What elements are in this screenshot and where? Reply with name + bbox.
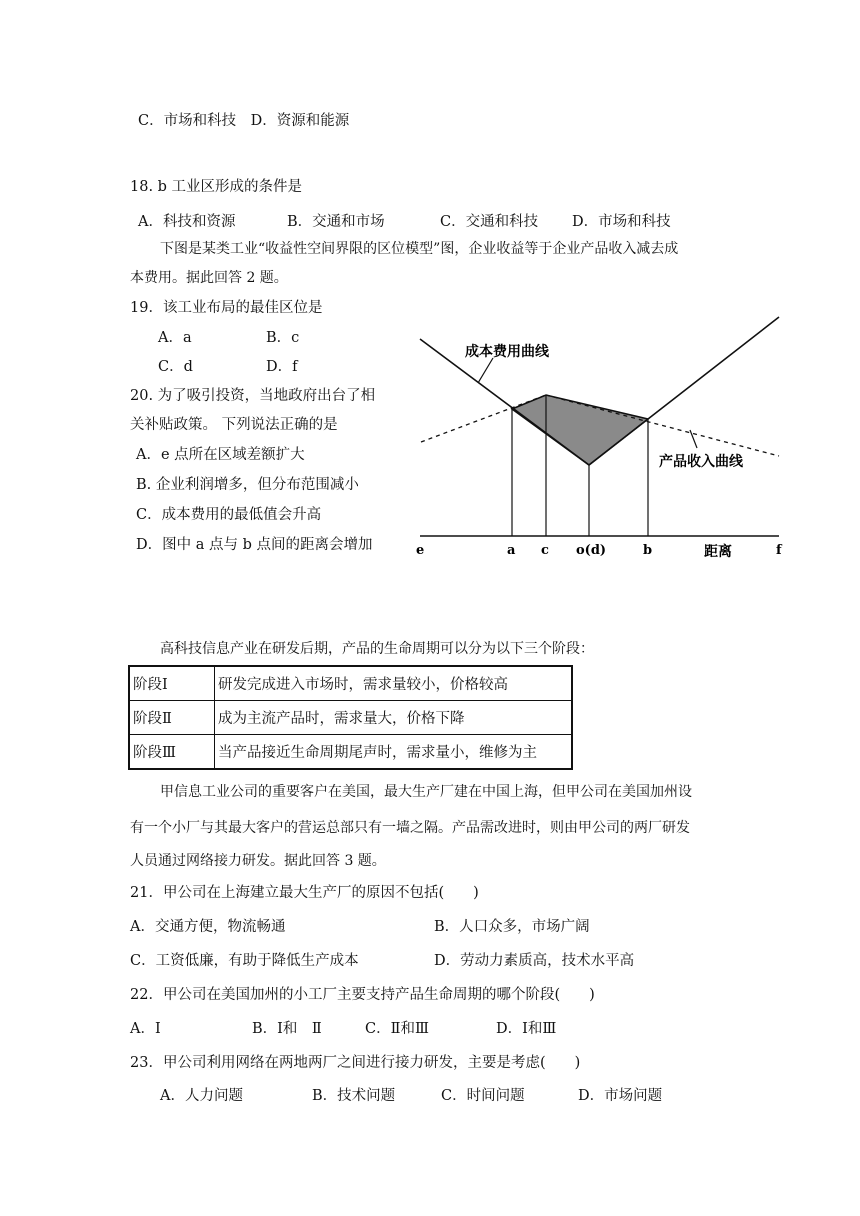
q18-option-a: A．科技和资源 (138, 214, 236, 230)
x-label-o-d: o(d) (576, 543, 607, 558)
cost-curve-leader (478, 358, 493, 383)
x-label-a: a (507, 543, 516, 558)
intro2: 高科技信息产业在研发后期，产品的生命周期可以分为以下三个阶段： (160, 641, 594, 657)
q20-option-a: A．e 点所在区域差额扩大 (136, 447, 305, 463)
q19-option-a: A．a (158, 330, 192, 346)
q21-option-d: D．劳动力素质高，技术水平高 (434, 953, 635, 969)
stage-cell: 阶段Ⅰ (129, 666, 215, 701)
q23-option-b: B．技术问题 (312, 1088, 396, 1104)
location-model-chart (0, 0, 860, 600)
x-label-b: b (643, 543, 653, 558)
profit-area (512, 395, 648, 465)
q20-stem-line2: 关补贴政策。 下列说法正确的是 (130, 417, 338, 433)
q21-stem: 21．甲公司在上海建立最大生产厂的原因不包括( ) (130, 885, 479, 901)
q20-option-b: B. 企业利润增多，但分布范围减小 (136, 477, 359, 493)
table-row (129, 735, 572, 770)
q20-option-c: C．成本费用的最低值会升高 (136, 507, 322, 523)
q19-option-b: B．c (266, 330, 300, 346)
q21-option-c: C．工资低廉，有助于降低生产成本 (130, 953, 359, 969)
stage-cell: 阶段Ⅱ (129, 701, 215, 735)
stage-desc-cell: 研发完成进入市场时，需求量较小，价格较高 (215, 666, 573, 701)
q18-stem: 18. b 工业区形成的条件是 (130, 179, 303, 195)
q20-option-d: D．图中 a 点与 b 点间的距离会增加 (136, 537, 373, 553)
stage-cell: 阶段Ⅲ (129, 735, 215, 770)
q19-option-d: D．f (266, 359, 298, 375)
q18-option-c: C．交通和科技 (440, 214, 539, 230)
q23-option-d: D．市场问题 (578, 1088, 663, 1104)
intro3-line3: 人员通过网络接力研发。据此回答 3 题。 (130, 853, 386, 869)
intro3-line1: 甲信息工业公司的重要客户在美国，最大生产厂建在中国上海，但甲公司在美国加州设 (160, 784, 692, 800)
x-label-e: e (416, 543, 425, 558)
table-row (129, 666, 572, 701)
cost-curve-label: 成本费用曲线 (465, 344, 549, 360)
q22-option-a: A．Ⅰ (130, 1021, 161, 1037)
x-label-f: f (776, 543, 782, 558)
intro1-line2: 本费用。据此回答 2 题。 (130, 270, 288, 286)
q23-option-c: C．时间问题 (441, 1088, 525, 1104)
q22-stem: 22．甲公司在美国加州的小工厂主要支持产品生命周期的哪个阶段( ) (130, 987, 595, 1003)
q21-option-a: A．交通方便，物流畅通 (130, 919, 286, 935)
q17-options-tail: C．市场和科技 D．资源和能源 (138, 113, 350, 129)
revenue-curve-leader (690, 430, 697, 448)
q23-option-a: A．人力问题 (160, 1088, 243, 1104)
table-row (129, 701, 572, 735)
intro1-line1: 下图是某类工业“收益性空间界限的区位模型”图，企业收益等于企业产品收入减去成 (160, 241, 679, 257)
q21-option-b: B．人口众多，市场广阔 (434, 919, 590, 935)
q22-option-d: D．Ⅰ和Ⅲ (496, 1021, 557, 1037)
q22-option-b: B．Ⅰ和 Ⅱ (252, 1021, 322, 1037)
q23-stem: 23．甲公司利用网络在两地两厂之间进行接力研发，主要是考虑( ) (130, 1055, 581, 1071)
stage-table (128, 665, 573, 770)
q22-option-c: C．Ⅱ和Ⅲ (365, 1021, 429, 1037)
revenue-curve-label: 产品收入曲线 (659, 454, 743, 470)
x-label-c: c (541, 543, 549, 558)
q19-stem: 19．该工业布局的最佳区位是 (130, 300, 323, 316)
stage-desc-cell: 成为主流产品时，需求量大，价格下降 (215, 701, 573, 735)
q19-option-c: C．d (158, 359, 193, 375)
q20-stem-line1: 20. 为了吸引投资，当地政府出台了相 (130, 388, 376, 404)
q18-option-b: B．交通和市场 (287, 214, 385, 230)
intro3-line2: 有一个小厂与其最大客户的营运总部只有一墙之隔。产品需改进时，则由甲公司的两厂研发 (130, 820, 690, 836)
x-axis-title: 距离 (704, 544, 732, 560)
stage-desc-cell: 当产品接近生命周期尾声时，需求量小，维修为主 (215, 735, 573, 770)
q18-option-d: D．市场和科技 (572, 214, 671, 230)
